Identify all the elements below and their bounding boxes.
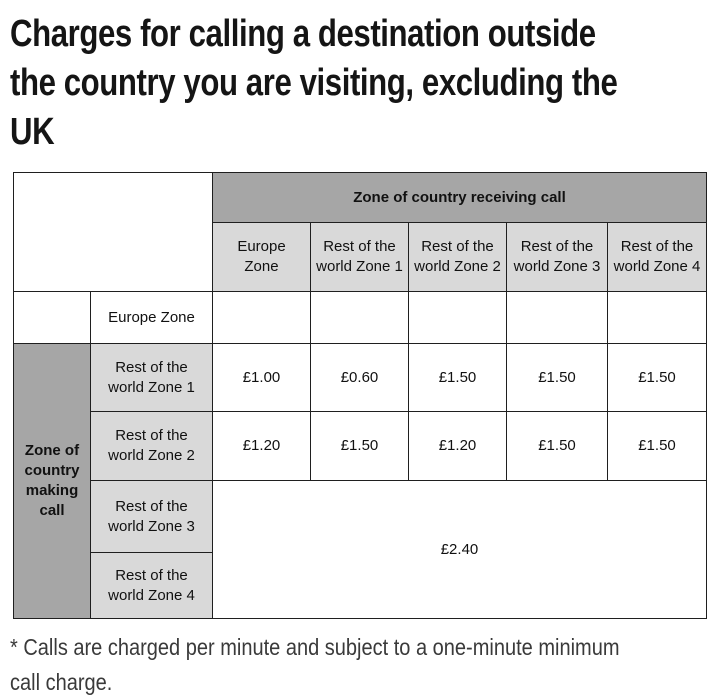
row-label-rest-world-zone-2: Rest of the world Zone 2: [91, 412, 213, 481]
cell-zone1-zone3: £1.50: [507, 344, 608, 412]
row-group-header: Zone of country making call: [14, 344, 91, 619]
cell-zone2-zone3: £1.50: [507, 412, 608, 481]
page-title-line-1: Charges for calling a destination outside: [10, 13, 596, 55]
page-title-line-2: the country you are visiting, excluding the: [10, 62, 618, 104]
table-row: [14, 412, 707, 481]
col-header-rest-world-zone-2: Rest of the world Zone 2: [409, 223, 507, 292]
cell-zone2-zone4: £1.50: [608, 412, 707, 481]
footnote: [10, 630, 721, 697]
row-label-rest-world-zone-1: Rest of the world Zone 1: [91, 344, 213, 412]
cell-europe-europe: [213, 292, 311, 344]
cell-zone1-zone2: £1.50: [409, 344, 507, 412]
row-label-europe-zone: Europe Zone: [91, 292, 213, 344]
footnote-line-2: call charge.: [10, 669, 113, 695]
cell-europe-zone4: [608, 292, 707, 344]
page-title-line-3: UK: [10, 111, 55, 153]
page-title: [10, 10, 721, 157]
blank-cell: [14, 292, 91, 344]
row-label-rest-world-zone-3: Rest of the world Zone 3: [91, 481, 213, 553]
table-row: [14, 481, 707, 553]
cell-zone1-zone4: £1.50: [608, 344, 707, 412]
cell-zone2-zone2: £1.20: [409, 412, 507, 481]
col-header-rest-world-zone-4: Rest of the world Zone 4: [608, 223, 707, 292]
table-row: [14, 344, 707, 412]
col-group-header: Zone of country receiving call: [213, 173, 707, 223]
row-label-rest-world-zone-4: Rest of the world Zone 4: [91, 553, 213, 619]
cell-europe-zone1: [311, 292, 409, 344]
cell-europe-zone2: [409, 292, 507, 344]
cell-zone1-europe: £1.00: [213, 344, 311, 412]
cell-europe-zone3: [507, 292, 608, 344]
footnote-line-1: * Calls are charged per minute and subject to a one-minute minimum: [10, 634, 620, 660]
table-row: [14, 292, 707, 344]
cell-zone2-zone1: £1.50: [311, 412, 409, 481]
col-header-rest-world-zone-1: Rest of the world Zone 1: [311, 223, 409, 292]
corner-cell: [14, 173, 213, 292]
cell-zone1-zone1: £0.60: [311, 344, 409, 412]
charges-table: [13, 172, 707, 619]
col-header-rest-world-zone-3: Rest of the world Zone 3: [507, 223, 608, 292]
table-row: [14, 173, 707, 223]
col-header-europe-zone: Europe Zone: [213, 223, 311, 292]
cell-zone3-4-merged: £2.40: [213, 481, 707, 619]
cell-zone2-europe: £1.20: [213, 412, 311, 481]
page: [0, 10, 721, 697]
